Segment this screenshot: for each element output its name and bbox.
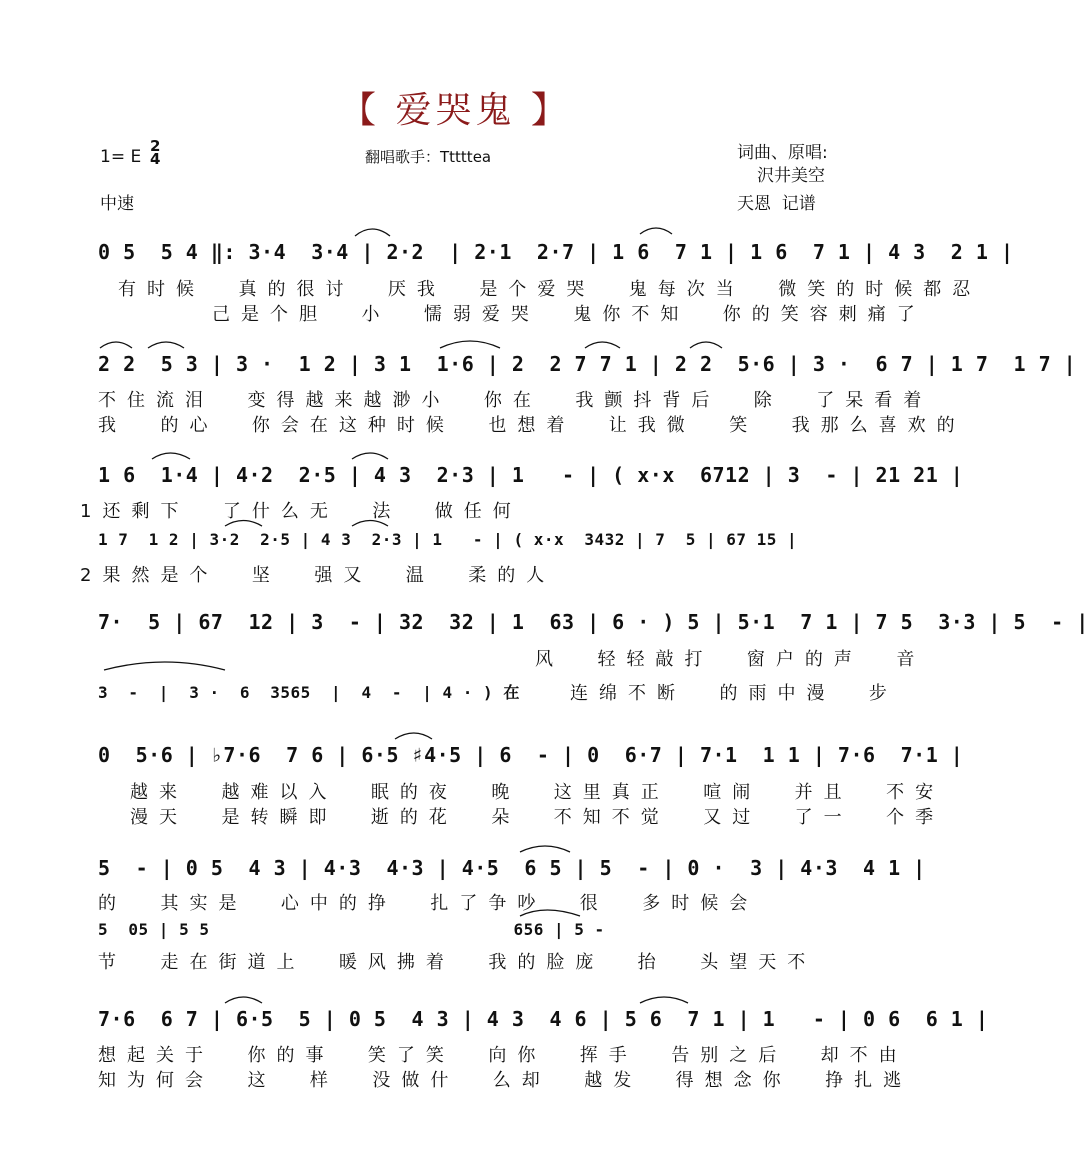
original-artist: 沢井美空	[757, 166, 825, 186]
time-signature-bottom: 4	[150, 150, 161, 168]
lyrics-line-7-verse-2: 知为何会 这 样 没做什 么却 越发 得想念你 挣扎逃	[98, 1070, 913, 1091]
notation-line-1: 0 5 5 4 ‖: 3·4 3·4 | 2·2 | 2·1 2·7 | 1 6 7 1 | 1 6 7 1 | 4 3 2 1 |	[98, 240, 1014, 264]
notation-line-6: 5 - | 0 5 4 3 | 4·3 4·3 | 4·5 6 5 | 5 - | 0 · 3 | 4·3 4 1 |	[98, 856, 926, 880]
slur-arc	[100, 342, 132, 348]
tempo-marking: 中速	[100, 194, 134, 214]
slur-arc	[690, 342, 722, 348]
lyrics-line-7-verse-1: 想起关于 你的事 笑了笑 向你 挥手 告别之后 却不由	[98, 1045, 908, 1066]
slur-arc	[355, 229, 390, 236]
lyrics-line-6-verse-1: 的 其实是 心中的挣 扎了争吵 很 多时候会	[98, 893, 759, 914]
lyrics-line-2-verse-2: 我 的心 你会在这种时候 也想着 让我微 笑 我那么喜欢的	[98, 415, 966, 436]
transcriber: 天恩 记谱	[737, 194, 816, 214]
slur-arc	[352, 453, 388, 459]
slur-arc	[104, 662, 225, 670]
slur-arc	[352, 521, 388, 527]
slur-arc	[520, 846, 570, 852]
slur-arc	[148, 342, 184, 348]
slur-arc	[640, 228, 672, 234]
lyrics-line-3-verse-1: 1还剩下 了什么无 法 做任何	[80, 501, 522, 522]
notation-line-4: 7· 5 | 67 12 | 3 - | 32 32 | 1 63 | 6 · ) 5 | 5·1 7 1 | 7 5 3·3 | 5 - |	[98, 610, 1089, 634]
notation-line-2: 2 2 5 3 | 3 · 1 2 | 3 1 1·6 | 2 2 7 7 1 | 2 2 5·6 | 3 · 6 7 | 1 7 1 7 |	[98, 352, 1077, 376]
lyrics-line-5-verse-1: 越来 越难以入 眠的夜 晚 这里真正 喧闹 并且 不安	[130, 782, 945, 803]
credits-label: 词曲、原唱:	[737, 143, 828, 163]
slur-arc	[640, 997, 688, 1003]
key-signature: 1= E	[100, 147, 142, 167]
cover-singer: 翻唱歌手：Tttttea	[365, 148, 492, 166]
notation-line-3: 1 6 1·4 | 4·2 2·5 | 4 3 2·3 | 1 - | ( x·x 6712 | 3 - | 21 21 |	[98, 463, 964, 487]
notation-line-7: 7·6 6 7 | 6·5 5 | 0 5 4 3 | 4 3 4 6 | 5 6 7 1 | 1 - | 0 6 6 1 |	[98, 1007, 989, 1031]
lyrics-line-5-verse-2: 漫天 是转瞬即 逝的花 朵 不知不觉 又过 了一 个季	[130, 807, 945, 828]
slur-arc	[585, 342, 620, 348]
time-signature-top: 2	[150, 137, 161, 155]
slur-arc	[225, 997, 262, 1003]
lyrics-line-6-verse-2: 节 走在街道上 暖风拂着 我的脸庞 抬 头望天不	[98, 952, 817, 973]
slur-arc	[395, 733, 432, 739]
notation-line-4-alt: 3 - | 3 · 6 3565 | 4 - | 4 · ) 在	[98, 683, 520, 702]
lyrics-line-1-verse-2: 己是个胆 小 懦弱爱哭 鬼你不知 你的笑容刺痛了	[212, 304, 926, 325]
slur-arc	[152, 453, 190, 459]
slur-arc	[520, 910, 580, 916]
lyrics-line-4-verse-1: 风 轻轻敲打 窗户的声 音	[535, 649, 926, 670]
lyrics-line-4-verse-2: 连绵不断 的雨中漫 步	[570, 683, 898, 704]
notation-line-3-alt: 1 7 1 2 | 3·2 2·5 | 4 3 2·3 | 1 - | ( x·x 3432 | 7 5 | 67 15 |	[98, 530, 798, 549]
lyrics-line-1-verse-1: 有时候 真的很讨 厌我 是个爱哭 鬼每次当 微笑的时候都忍	[118, 279, 982, 300]
notation-line-5: 0 5·6 | ♭7·6 7 6 | 6·5 ♯4·5 | 6 - | 0 6·7 | 7·1 1 1 | 7·6 7·1 |	[98, 743, 964, 767]
notation-line-6-alt: 5 05 | 5 5 656 | 5 -	[98, 920, 605, 939]
slur-arc	[225, 521, 262, 527]
lyrics-line-3-verse-2: 2果然是个 坚 强又 温 柔的人	[80, 565, 556, 586]
lyrics-line-2-verse-1: 不住流泪 变得越来越渺小 你在 我颤抖背后 除 了呆看着	[98, 390, 933, 411]
slur-arc	[440, 341, 500, 348]
song-title: 【 爱哭鬼 】	[340, 90, 571, 131]
